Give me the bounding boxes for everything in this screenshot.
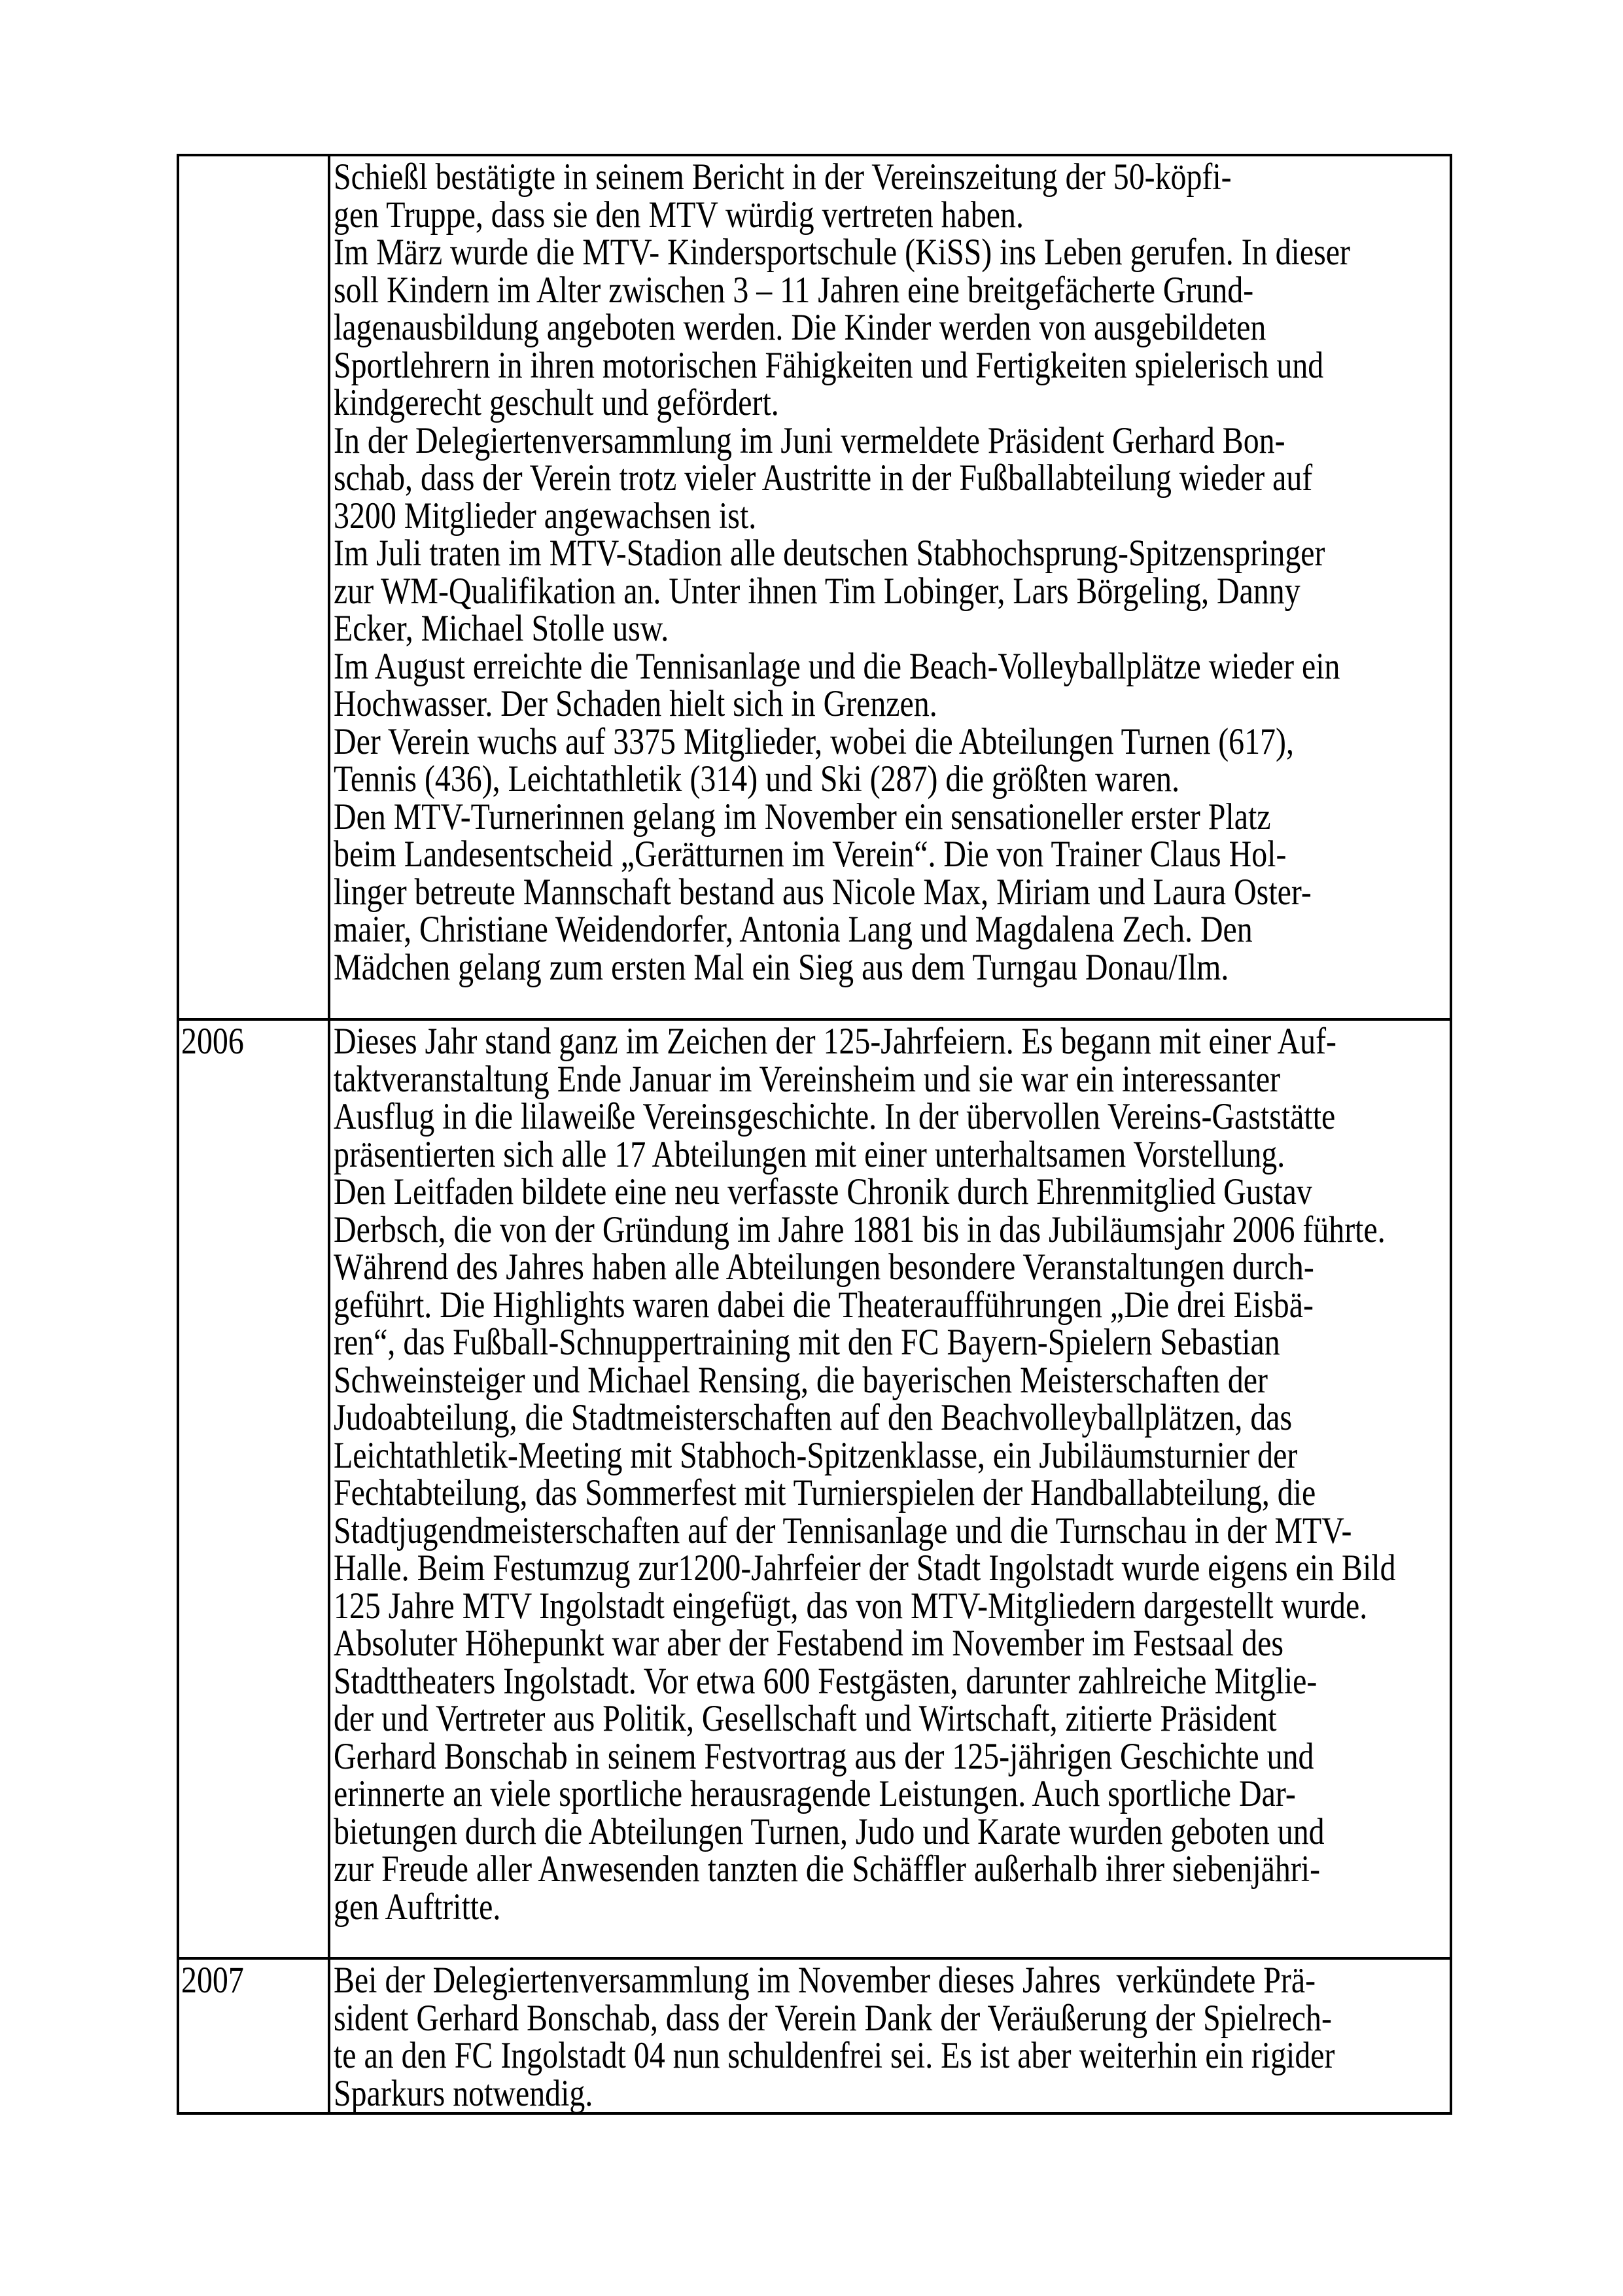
text-line: Bei der Delegiertenversammlung im November dieses Jahres verkündete Prä-: [334, 1960, 1316, 2001]
year-cell: [178, 1019, 329, 1958]
text-line: Mädchen gelang zum ersten Mal ein Sieg aus dem Turngau Donau/Ilm.: [334, 946, 1229, 988]
events-text: [334, 1021, 1396, 1928]
text-line: lagenausbildung angeboten werden. Die Kinder werden von ausgebildeten: [334, 307, 1266, 348]
text-line: präsentierten sich alle 17 Abteilungen mit einer unterhaltsamen Vorstellung.: [334, 1133, 1285, 1175]
text-line: maier, Christiane Weidendorfer, Antonia Lang und Magdalena Zech. Den: [334, 909, 1253, 950]
text-line: gen Truppe, dass sie den MTV würdig vertreten haben.: [334, 194, 1024, 236]
text-line: In der Delegiertenversammlung im Juni vermeldete Präsident Gerhard Bon-: [334, 419, 1285, 461]
text-line: Ecker, Michael Stolle usw.: [334, 608, 669, 649]
text-line: 125 Jahre MTV Ingolstadt eingefügt, das von MTV-Mitgliedern dargestellt wurde.: [334, 1585, 1368, 1627]
text-line: Hochwasser. Der Schaden hielt sich in Grenzen.: [334, 683, 937, 724]
text-line: Halle. Beim Festumzug zur1200-Jahrfeier der Stadt Ingolstadt wurde eigens ein Bild: [334, 1547, 1396, 1589]
table-row: [178, 155, 1451, 1019]
text-line: Schweinsteiger und Michael Rensing, die bayerischen Meisterschaften der: [334, 1359, 1268, 1401]
events-cell: [329, 1958, 1451, 2113]
text-line: sident Gerhard Bonschab, dass der Verein Dank der Veräußerung der Spielrech-: [334, 1997, 1332, 2039]
text-line: geführt. Die Highlights waren dabei die Theateraufführungen „Die drei Eisbä-: [334, 1284, 1314, 1326]
events-cell: [329, 1019, 1451, 1958]
text-line: Derbsch, die von der Gründung im Jahre 1881 bis in das Jubiläumsjahr 2006 führte.: [334, 1209, 1386, 1250]
text-line: gen Auftritte.: [334, 1886, 501, 1928]
text-line: beim Landesentscheid „Gerätturnen im Verein“. Die von Trainer Claus Hol-: [334, 834, 1287, 875]
events-cell: [329, 155, 1451, 1019]
text-line: Absoluter Höhepunkt war aber der Festabend im November im Festsaal des: [334, 1623, 1284, 1664]
year-cell: [178, 1958, 329, 2113]
year-label: 2006: [181, 1021, 244, 1062]
text-line: te an den FC Ingolstadt 04 nun schuldenfrei sei. Es ist aber weiterhin ein rigider: [334, 2035, 1335, 2076]
text-line: Stadtjugendmeisterschaften auf der Tennisanlage und die Turnschau in der MTV-: [334, 1510, 1352, 1551]
text-line: 3200 Mitglieder angewachsen ist.: [334, 495, 757, 537]
text-line: Im August erreichte die Tennisanlage und die Beach-Volleyballplätze wieder ein: [334, 645, 1340, 687]
text-line: Stadttheaters Ingolstadt. Vor etwa 600 Festgästen, darunter zahlreiche Mitglie-: [334, 1660, 1318, 1702]
year-label: 2007: [181, 1960, 244, 2001]
text-line: Sparkurs notwendig.: [334, 2072, 593, 2114]
text-line: erinnerte an viele sportliche herausragende Leistungen. Auch sportliche Dar-: [334, 1773, 1296, 1814]
text-line: schab, dass der Verein trotz vieler Austritte in der Fußballabteilung wieder auf: [334, 457, 1313, 499]
text-line: Der Verein wuchs auf 3375 Mitglieder, wobei die Abteilungen Turnen (617),: [334, 720, 1294, 762]
text-line: Dieses Jahr stand ganz im Zeichen der 125-Jahrfeiern. Es begann mit einer Auf-: [334, 1021, 1336, 1062]
text-line: zur Freude aller Anwesenden tanzten die Schäffler außerhalb ihrer siebenjähri-: [334, 1848, 1321, 1890]
text-line: zur WM-Qualifikation an. Unter ihnen Tim Lobinger, Lars Börgeling, Danny: [334, 570, 1300, 612]
text-line: Im Juli traten im MTV-Stadion alle deutschen Stabhochsprung-Spitzenspringer: [334, 533, 1325, 574]
text-line: Den Leitfaden bildete eine neu verfasste Chronik durch Ehrenmitglied Gustav: [334, 1171, 1312, 1212]
text-line: Sportlehrern in ihren motorischen Fähigkeiten und Fertigkeiten spielerisch und: [334, 344, 1324, 386]
text-line: bietungen durch die Abteilungen Turnen, Judo und Karate wurden geboten und: [334, 1810, 1325, 1852]
chronicle-table: [177, 154, 1452, 2115]
text-line: Im März wurde die MTV- Kindersportschule (KiSS) ins Leben gerufen. In dieser: [334, 232, 1350, 273]
table-row: [178, 1019, 1451, 1958]
text-line: der und Vertreter aus Politik, Gesellschaft und Wirtschaft, zitierte Präsident: [334, 1698, 1277, 1739]
text-line: ren“, das Fußball-Schnuppertraining mit den FC Bayern-Spielern Sebastian: [334, 1322, 1280, 1363]
events-text: [334, 156, 1350, 988]
text-line: Während des Jahres haben alle Abteilungen besondere Veranstaltungen durch-: [334, 1246, 1314, 1288]
text-line: Judoabteilung, die Stadtmeisterschaften auf den Beachvolleyballplätzen, das: [334, 1397, 1293, 1438]
text-line: taktveranstaltung Ende Januar im Vereinsheim und sie war ein interessanter: [334, 1058, 1281, 1100]
text-line: Ausflug in die lilaweiße Vereinsgeschichte. In der übervollen Vereins-Gaststätte: [334, 1096, 1336, 1137]
text-line: Fechtabteilung, das Sommerfest mit Turnierspielen der Handballabteilung, die: [334, 1472, 1316, 1513]
text-line: linger betreute Mannschaft bestand aus Nicole Max, Miriam und Laura Oster-: [334, 871, 1312, 913]
events-text: [334, 1960, 1335, 2114]
text-line: Leichtathletik-Meeting mit Stabhoch-Spitzenklasse, ein Jubiläumsturnier der: [334, 1434, 1298, 1476]
year-cell: [178, 155, 329, 1019]
chronicle-table-body: [178, 155, 1451, 2113]
text-line: Gerhard Bonschab in seinem Festvortrag aus der 125-jährigen Geschichte und: [334, 1735, 1314, 1777]
table-row: [178, 1958, 1451, 2113]
text-line: Den MTV-Turnerinnen gelang im November ein sensationeller erster Platz: [334, 796, 1271, 838]
text-line: soll Kindern im Alter zwischen 3 – 11 Jahren eine breitgefächerte Grund-: [334, 269, 1254, 311]
text-line: Schießl bestätigte in seinem Bericht in der Vereinszeitung der 50-köpfi-: [334, 156, 1232, 198]
text-line: kindgerecht geschult und gefördert.: [334, 382, 779, 423]
text-line: Tennis (436), Leichtathletik (314) und Ski (287) die größten waren.: [334, 758, 1180, 800]
